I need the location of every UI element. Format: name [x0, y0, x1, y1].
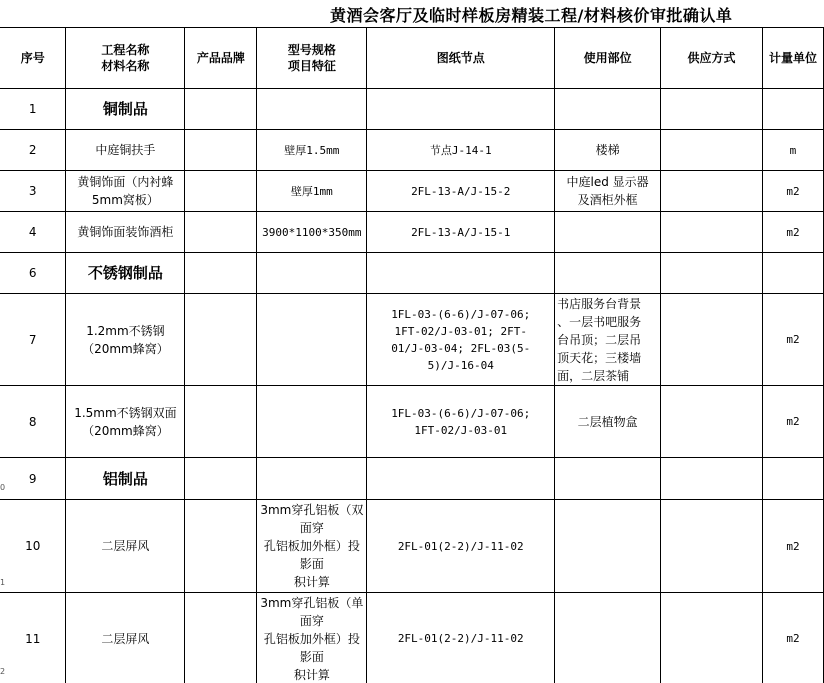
- header-location: 使用部位: [555, 28, 661, 89]
- table-row[interactable]: [0, 458, 824, 500]
- edge-mark: 2: [0, 667, 6, 676]
- cell-name-line2: （20mm蜂窝）: [82, 341, 169, 356]
- cell-name[interactable]: 黄铜饰面装饰酒柜: [66, 212, 185, 253]
- sheet-title: 黄酒会客厅及临时样板房精装工程/材料核价审批确认单: [330, 6, 733, 25]
- cell-brand[interactable]: [185, 89, 257, 130]
- cell-seq[interactable]: 9: [0, 458, 66, 500]
- cell-spec-line: 3mm穿孔铝板（单面穿: [260, 595, 364, 628]
- cell-spec[interactable]: [257, 89, 367, 130]
- cell-drawing-line: 1FL-03-(6-6)/J-07-06;: [391, 406, 531, 420]
- cell-name-line2: （20mm蜂窝）: [82, 423, 169, 438]
- cell-location[interactable]: [555, 89, 661, 130]
- cell-category[interactable]: 不锈钢制品: [66, 253, 185, 294]
- header-spec-line2: 项目特征: [287, 59, 336, 73]
- cell-seq[interactable]: 1: [0, 89, 66, 130]
- title-bar: [0, 0, 824, 27]
- cell-brand[interactable]: [185, 458, 257, 500]
- table-row[interactable]: [0, 89, 824, 130]
- cell-seq[interactable]: 6: [0, 253, 66, 294]
- cell-drawing[interactable]: [367, 458, 555, 500]
- row-edge-marks: [0, 0, 6, 683]
- cell-seq[interactable]: 10: [0, 500, 66, 593]
- cell-spec-line: 3mm穿孔铝板（双面穿: [260, 503, 364, 535]
- cell-spec[interactable]: [257, 500, 367, 593]
- cell-spec[interactable]: [257, 386, 367, 458]
- cell-name[interactable]: 二层屏风: [66, 500, 185, 593]
- cell-seq[interactable]: 3: [0, 171, 66, 212]
- header-row: [0, 28, 824, 89]
- cell-location-line: 台吊顶；二层吊: [557, 332, 642, 347]
- cell-unit[interactable]: m2: [762, 294, 823, 386]
- edge-mark: 1: [0, 578, 6, 587]
- cell-name-line1: 1.5mm不锈钢双面: [74, 405, 177, 420]
- header-brand: 产品品牌: [185, 28, 257, 89]
- cell-location[interactable]: [555, 593, 661, 683]
- cell-unit[interactable]: m2: [762, 171, 823, 212]
- cell-brand[interactable]: [185, 500, 257, 593]
- cell-unit[interactable]: m: [762, 130, 823, 171]
- cell-location-line: 面，二层茶铺: [557, 368, 630, 383]
- cell-spec[interactable]: [257, 458, 367, 500]
- cell-drawing[interactable]: [367, 294, 555, 386]
- table-row[interactable]: [0, 130, 824, 171]
- cell-location-line: 、一层书吧服务: [557, 314, 642, 329]
- cell-spec[interactable]: 壁厚1.5mm: [257, 130, 367, 171]
- cell-unit[interactable]: m2: [762, 593, 823, 683]
- cell-supply[interactable]: [661, 458, 763, 500]
- header-drawing: 图纸节点: [367, 28, 555, 89]
- cell-seq[interactable]: 7: [0, 294, 66, 386]
- cell-name[interactable]: [66, 294, 185, 386]
- header-supply: 供应方式: [661, 28, 763, 89]
- cell-brand[interactable]: [185, 593, 257, 683]
- table-row[interactable]: [0, 386, 824, 458]
- cell-name[interactable]: [66, 386, 185, 458]
- cell-supply[interactable]: [661, 253, 763, 294]
- cell-supply[interactable]: [661, 130, 763, 171]
- cell-seq[interactable]: 2: [0, 130, 66, 171]
- cell-seq[interactable]: 8: [0, 386, 66, 458]
- header-spec: [257, 28, 367, 89]
- cell-name[interactable]: 二层屏风: [66, 593, 185, 683]
- material-approval-table: [0, 27, 824, 683]
- cell-brand[interactable]: [185, 212, 257, 253]
- cell-location[interactable]: [555, 294, 661, 386]
- cell-unit[interactable]: m2: [762, 500, 823, 593]
- cell-unit[interactable]: m2: [762, 386, 823, 458]
- header-name-line1: 工程名称: [101, 43, 150, 57]
- cell-spec[interactable]: [257, 294, 367, 386]
- table-row[interactable]: [0, 171, 824, 212]
- cell-drawing[interactable]: [367, 253, 555, 294]
- cell-drawing-line: 1FT-02/J-03-01; 2FT-: [394, 324, 527, 338]
- cell-brand[interactable]: [185, 130, 257, 171]
- cell-spec[interactable]: [257, 253, 367, 294]
- cell-brand[interactable]: [185, 386, 257, 458]
- header-unit: 计量单位: [762, 28, 823, 89]
- header-name-line2: 材料名称: [101, 59, 150, 73]
- cell-location-line: 书店服务台背景: [557, 296, 642, 311]
- cell-drawing-line: 5)/J-16-04: [427, 358, 494, 372]
- cell-location[interactable]: 二层植物盒: [555, 386, 661, 458]
- cell-location[interactable]: [555, 500, 661, 593]
- cell-spec[interactable]: 3900*1100*350mm: [257, 212, 367, 253]
- cell-drawing[interactable]: 2FL-13-A/J-15-2: [367, 171, 555, 212]
- cell-unit[interactable]: [762, 458, 823, 500]
- cell-location[interactable]: 楼梯: [555, 130, 661, 171]
- cell-name-line1: 黄铜饰面（内衬蜂: [77, 175, 174, 189]
- table-row[interactable]: [0, 593, 824, 683]
- cell-supply[interactable]: [661, 593, 763, 683]
- cell-location[interactable]: [555, 458, 661, 500]
- cell-drawing-line: 1FT-02/J-03-01: [414, 423, 508, 437]
- cell-drawing[interactable]: [367, 89, 555, 130]
- cell-unit[interactable]: m2: [762, 212, 823, 253]
- cell-unit[interactable]: [762, 253, 823, 294]
- cell-supply[interactable]: [661, 89, 763, 130]
- table-row[interactable]: [0, 294, 824, 386]
- cell-seq[interactable]: 4: [0, 212, 66, 253]
- cell-spec-line: 积计算: [293, 575, 330, 589]
- cell-spec[interactable]: [257, 593, 367, 683]
- cell-drawing-line: 1FL-03-(6-6)/J-07-06;: [391, 307, 531, 321]
- table-row[interactable]: [0, 212, 824, 253]
- cell-supply[interactable]: [661, 294, 763, 386]
- cell-name[interactable]: 中庭铜扶手: [66, 130, 185, 171]
- cell-spec[interactable]: 壁厚1mm: [257, 171, 367, 212]
- cell-spec-line: 孔铝板加外框）投影面: [263, 539, 360, 571]
- cell-name-line2: 5mm窝板）: [91, 193, 159, 207]
- cell-location[interactable]: [555, 212, 661, 253]
- cell-supply[interactable]: [661, 171, 763, 212]
- cell-seq[interactable]: 11: [0, 593, 66, 683]
- cell-brand[interactable]: [185, 171, 257, 212]
- table-row[interactable]: [0, 253, 824, 294]
- cell-spec-line: 孔铝板加外框）投影面: [263, 631, 360, 664]
- cell-drawing[interactable]: 2FL-13-A/J-15-1: [367, 212, 555, 253]
- cell-supply[interactable]: [661, 212, 763, 253]
- cell-drawing[interactable]: 2FL-01(2-2)/J-11-02: [367, 593, 555, 683]
- cell-category[interactable]: 铜制品: [66, 89, 185, 130]
- header-seq: 序号: [0, 28, 66, 89]
- cell-location-line: 顶天花；三楼墙: [557, 350, 642, 365]
- header-spec-line1: 型号规格: [287, 43, 336, 57]
- cell-drawing[interactable]: 2FL-01(2-2)/J-11-02: [367, 500, 555, 593]
- cell-location-line2: 及酒柜外框: [577, 193, 638, 207]
- cell-location-line1: 中庭led 显示器: [566, 175, 649, 189]
- cell-drawing[interactable]: 节点J-14-1: [367, 130, 555, 171]
- table-row[interactable]: [0, 500, 824, 593]
- cell-supply[interactable]: [661, 386, 763, 458]
- cell-brand[interactable]: [185, 294, 257, 386]
- cell-name-line1: 1.2mm不锈钢: [86, 323, 165, 338]
- cell-location[interactable]: [555, 253, 661, 294]
- cell-category[interactable]: 铝制品: [66, 458, 185, 500]
- cell-drawing[interactable]: [367, 386, 555, 458]
- cell-location[interactable]: [555, 171, 661, 212]
- cell-unit[interactable]: [762, 89, 823, 130]
- edge-mark: 0: [0, 483, 6, 492]
- cell-name[interactable]: [66, 171, 185, 212]
- cell-supply[interactable]: [661, 500, 763, 593]
- header-name: [66, 28, 185, 89]
- cell-spec-line: 积计算: [293, 667, 330, 682]
- cell-drawing-line: 01/J-03-04; 2FL-03(5-: [391, 341, 531, 355]
- cell-brand[interactable]: [185, 253, 257, 294]
